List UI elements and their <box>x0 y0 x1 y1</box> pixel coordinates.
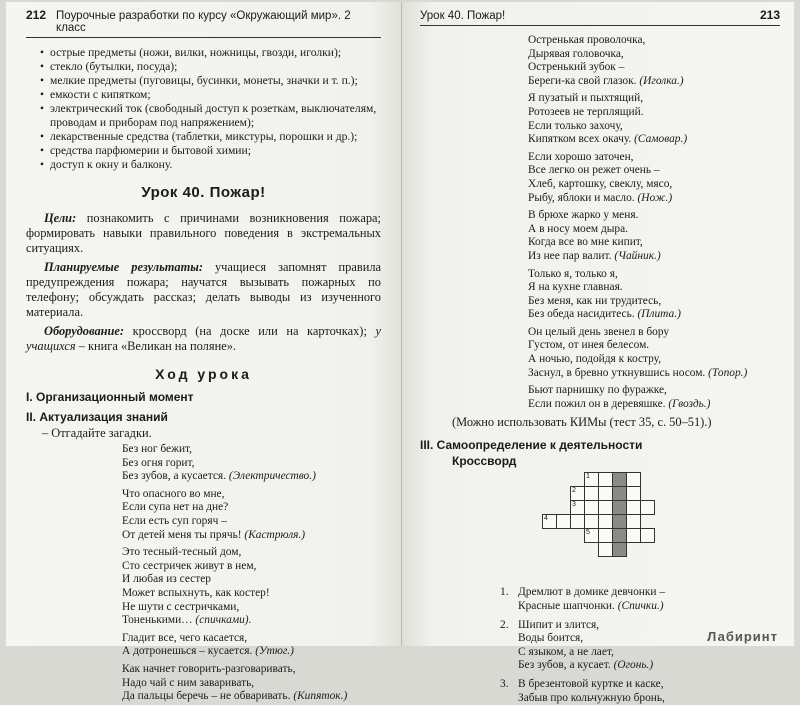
riddle-line: А в носу моем дыра. <box>528 222 629 235</box>
riddle-answer: (Гвоздь.) <box>668 397 711 410</box>
riddle <box>528 209 780 263</box>
list-item: • стекло (бутылки, посуда); <box>40 60 381 74</box>
question-number: 1. <box>500 586 509 599</box>
riddle-line: От детей меня ты прячь! (Кастрюля.) <box>122 528 306 541</box>
question-answer: (Огонь.) <box>613 659 654 672</box>
riddle <box>528 92 780 146</box>
riddle-line: Я пузатый и пыхтящий, <box>528 92 644 105</box>
right-riddles <box>420 34 780 411</box>
riddle-answer: (Самовар.) <box>634 133 688 146</box>
riddle-line: Если есть суп горяч – <box>122 514 227 527</box>
section-heading: III. Самоопределение к деятельности <box>420 438 643 453</box>
riddle-line: Заснул, в бревно уткнувшись носом. (Топор.) <box>528 366 748 379</box>
riddle <box>122 443 381 484</box>
section-heading: I. Организационный момент <box>26 390 194 404</box>
riddle-answer: (Топор.) <box>708 366 748 379</box>
question-number: 3. <box>500 678 509 690</box>
lesson-title: Урок 40. Пожар! <box>141 184 266 201</box>
riddle-line: И любая из сестер <box>122 573 211 586</box>
riddle-line: Не шути с сестричками, <box>122 600 240 613</box>
crossword-cell <box>598 486 613 501</box>
crossword-key-cell <box>612 486 627 501</box>
riddle-line: Он целый день звенел в бору <box>528 325 670 338</box>
crossword-cell <box>570 486 585 501</box>
hazard-list <box>26 46 381 172</box>
riddle-line: А ночью, подойдя к костру, <box>528 353 662 366</box>
crossword-cell <box>640 500 655 515</box>
riddle-line: Остренький зубок – <box>528 61 625 74</box>
right-running-head <box>420 8 780 26</box>
crossword-cell <box>584 500 599 515</box>
crossword-cell <box>626 486 641 501</box>
riddle-line: Когда все во мне кипит, <box>528 236 643 249</box>
list-item: • средства парфюмерии и бытовой химии; <box>40 144 381 158</box>
riddle <box>122 546 381 628</box>
riddle-answer: (Нож.) <box>637 191 673 204</box>
riddle-line: Надо чай с ним заваривать, <box>122 676 255 689</box>
crossword-key-cell <box>612 472 627 487</box>
riddle <box>122 663 381 704</box>
crossword-cell <box>556 514 571 529</box>
crossword-number: 4 <box>544 515 548 523</box>
running-title: Урок 40. Пожар! <box>420 10 506 22</box>
riddle-line: Без обеда насидитесь. (Плита.) <box>528 308 681 321</box>
running-title: Поурочные разработки по курсу «Окружающий мир». 2 класс <box>56 10 351 34</box>
kim-note: (Можно использовать КИМы (тест 35, с. 50–51).) <box>452 415 712 430</box>
riddle-line: Без меня, как ни трудитесь, <box>528 294 662 307</box>
crossword-cell <box>598 542 613 557</box>
list-item: • острые предметы (ножи, вилки, ножницы, гвозди, иголки); <box>40 46 381 60</box>
crossword-number: 1 <box>586 473 590 481</box>
riddle-line: Хлеб, картошку, свеклу, мясо, <box>528 177 673 190</box>
riddle-line: Если супа нет на дне? <box>122 501 229 514</box>
crossword-cell <box>584 514 599 529</box>
riddle-line: Я на кухне главная. <box>528 281 623 294</box>
crossword-grid <box>542 472 702 580</box>
riddle-line: Все легко он режет очень – <box>528 164 660 177</box>
question-line: В брезентовой куртке и каске, <box>518 678 664 690</box>
lesson-flow-heading: Ход урока <box>155 366 252 382</box>
riddle-line: Береги-ка свой глазок. (Иголка.) <box>528 74 684 87</box>
list-item: • электрический ток (свободный доступ к розеткам, выключателям, проводам и приборам под напряжением); <box>40 102 381 130</box>
left-running-head <box>26 8 381 38</box>
crossword-cell <box>570 500 585 515</box>
riddle-line: Густом, от инея белесом. <box>528 339 650 352</box>
riddle <box>122 632 381 659</box>
crossword-cell <box>626 528 641 543</box>
book-spread <box>6 2 794 704</box>
riddle-line: Только я, только я, <box>528 267 618 280</box>
watermark-logo: Лабиринт <box>707 629 778 644</box>
crossword-question <box>500 619 780 673</box>
list-item: • доступ к окну и балкону. <box>40 158 381 172</box>
riddle-line: Кипятком всех окачу. (Самовар.) <box>528 133 688 146</box>
riddle-line: Гладит все, чего касается, <box>122 631 248 644</box>
list-item: • емкости с кипятком; <box>40 88 381 102</box>
list-item: • лекарственные средства (таблетки, микстуры, порошки и др.); <box>40 130 381 144</box>
question-line: Шипит и злится, <box>518 618 600 631</box>
riddle-line: Как начнет говорить-разговаривать, <box>122 662 296 675</box>
riddle-answer: (Иголка.) <box>639 74 684 87</box>
riddles-intro: – Отгадайте загадки. <box>42 426 152 440</box>
question-line: Без зубов, а кусает. (Огонь.) <box>518 659 654 672</box>
riddle <box>528 326 780 380</box>
riddle-answer: (Утюг.) <box>255 645 294 658</box>
riddle-line: А дотронешься – кусается. (Утюг.) <box>122 645 294 658</box>
riddle-line: Рыбу, яблоки и масло. (Нож.) <box>528 191 673 204</box>
crossword-key-cell <box>612 542 627 557</box>
crossword-number: 3 <box>572 501 576 509</box>
crossword-cell <box>640 528 655 543</box>
question-number: 2. <box>500 618 509 631</box>
riddle-line: Да пальцы беречь – не обваривать. (Кипяток.) <box>122 690 348 703</box>
crossword-questions <box>500 586 780 705</box>
riddle-line: Остренькая проволочка, <box>528 34 646 46</box>
riddle-line: В брюхе жарко у меня. <box>528 209 639 222</box>
riddle-answer: (Плита.) <box>637 308 681 321</box>
crossword-cell <box>626 514 641 529</box>
crossword-number: 5 <box>586 529 590 537</box>
riddle-answer: (Кастрюля.) <box>244 528 306 541</box>
list-item: • мелкие предметы (пуговицы, бусинки, монеты, значки и т. п.); <box>40 74 381 88</box>
question-answer: (Спички.) <box>617 600 664 613</box>
page-number: 212 <box>26 8 47 22</box>
riddle <box>528 34 780 88</box>
results-paragraph: Планируемые результаты: учащиеся запомнят правила предупреждения пожара; научатся вызывать пожарных по телефону; обсуждать рассказ; делать выводы из изученного материала. <box>26 260 382 319</box>
crossword-cell <box>584 528 599 543</box>
crossword-cell <box>542 514 557 529</box>
question-line: Красные шапчонки. (Спички.) <box>518 600 664 613</box>
crossword-label: Кроссворд <box>452 454 517 469</box>
crossword-key-cell <box>612 528 627 543</box>
riddle <box>528 268 780 322</box>
riddle <box>122 488 381 542</box>
riddle-line: Без зубов, а кусается. (Электричество.) <box>122 470 316 483</box>
riddle <box>528 151 780 205</box>
section-heading: II. Актуализация знаний <box>26 410 168 424</box>
crossword-question <box>500 586 780 613</box>
riddle-line: Дырявая головочка, <box>528 47 624 60</box>
equipment-paragraph: Оборудование: кроссворд (на доске или на карточках); у учащихся – книга «Великан на поляне». <box>26 324 381 353</box>
riddle-line: Без огня горит, <box>122 456 195 469</box>
riddle-answer: (Кипяток.) <box>293 690 348 703</box>
riddle-line: Может вспыхнуть, как костер! <box>122 586 270 599</box>
riddle-line: Если только захочу, <box>528 119 623 132</box>
crossword-cell <box>598 500 613 515</box>
riddle-line: Что опасного во мне, <box>122 487 225 500</box>
riddle-line: Тоненькими… (спичками). <box>122 614 252 627</box>
riddle <box>528 384 780 411</box>
crossword-cell <box>584 472 599 487</box>
crossword-cell <box>626 500 641 515</box>
question-line: Воды боится, <box>518 632 584 645</box>
crossword-key-cell <box>612 500 627 515</box>
riddle-line: Без ног бежит, <box>122 443 193 455</box>
crossword-question <box>500 678 780 705</box>
right-page <box>402 2 794 704</box>
riddle-line: Из нее пар валит. (Чайник.) <box>528 249 661 262</box>
crossword-number: 2 <box>572 487 576 495</box>
question-line: С языком, а не лает, <box>518 645 614 658</box>
riddle-answer: (Чайник.) <box>614 249 661 262</box>
question-line: Забыв про кольчужную бронь, <box>518 691 665 704</box>
crossword-cell <box>598 472 613 487</box>
crossword-cell <box>598 514 613 529</box>
riddle-line: Ротозеев не терплящий. <box>528 105 644 118</box>
riddle-line: Если хорошо заточен, <box>528 150 634 163</box>
crossword-cell <box>584 486 599 501</box>
left-riddles <box>26 443 381 704</box>
riddle-line: Если пожил он в деревяшке. (Гвоздь.) <box>528 397 711 410</box>
riddle-line: Сто сестричек живут в нем, <box>122 559 257 572</box>
crossword-key-cell <box>612 514 627 529</box>
riddle-answer: (спичками). <box>195 614 252 627</box>
crossword-cell <box>570 514 585 529</box>
goals-paragraph: Цели: познакомить с причинами возникновения пожара; формировать навыки правильного поведения в экстремальных ситуациях. <box>26 211 381 255</box>
page-number: 213 <box>759 8 780 22</box>
riddle-answer: (Электричество.) <box>228 470 316 483</box>
crossword-cell <box>598 528 613 543</box>
riddle-line: Это тесный-тесный дом, <box>122 546 242 559</box>
left-page <box>6 2 402 703</box>
question-line: Дремлют в домике девчонки – <box>518 586 666 599</box>
crossword-cell <box>626 472 641 487</box>
riddle-line: Бьют парнишку по фуражке, <box>528 384 667 397</box>
